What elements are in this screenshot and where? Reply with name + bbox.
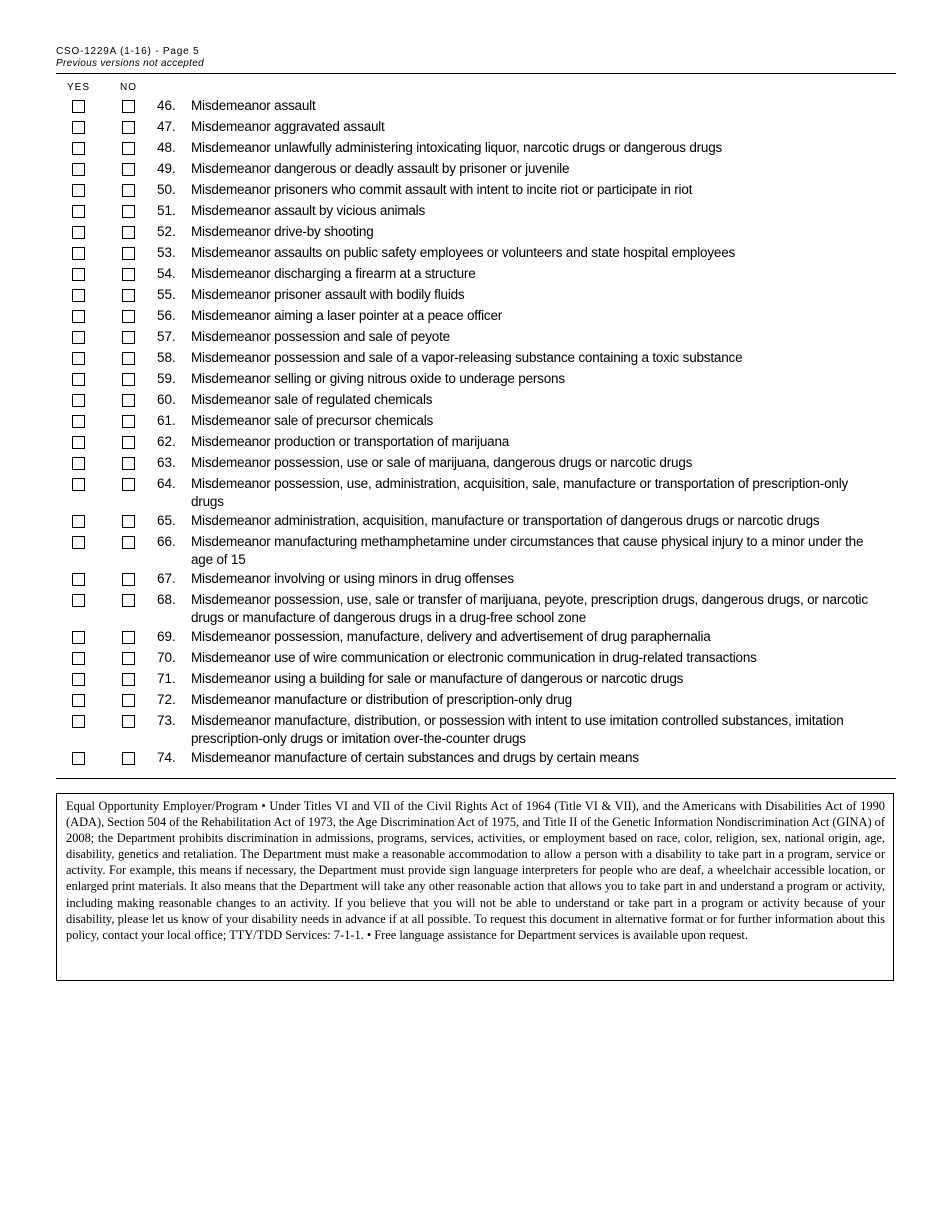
item-number: 70. bbox=[157, 650, 176, 665]
item-number: 49. bbox=[157, 161, 176, 176]
item-label: Misdemeanor assaults on public safety employees or volunteers and state hospital employees bbox=[191, 245, 736, 260]
yes-checkbox[interactable] bbox=[72, 515, 85, 528]
no-checkbox[interactable] bbox=[122, 184, 135, 197]
item-label: Misdemeanor sale of precursor chemicals bbox=[191, 413, 434, 428]
item-number: 60. bbox=[157, 392, 176, 407]
no-checkbox[interactable] bbox=[122, 631, 135, 644]
no-checkbox[interactable] bbox=[122, 310, 135, 323]
item-number: 59. bbox=[157, 371, 176, 386]
checklist-item bbox=[56, 474, 896, 511]
item-number: 74. bbox=[157, 750, 176, 765]
no-checkbox[interactable] bbox=[122, 436, 135, 449]
item-number: 65. bbox=[157, 513, 176, 528]
checklist-item bbox=[56, 627, 896, 648]
yes-checkbox[interactable] bbox=[72, 268, 85, 281]
offense-checklist bbox=[56, 96, 896, 769]
no-checkbox[interactable] bbox=[122, 694, 135, 707]
checklist-item bbox=[56, 348, 896, 369]
checklist-item bbox=[56, 648, 896, 669]
item-label: Misdemeanor manufacture of certain substances and drugs by certain means bbox=[191, 750, 639, 765]
no-checkbox[interactable] bbox=[122, 536, 135, 549]
item-number: 71. bbox=[157, 671, 176, 686]
item-number: 61. bbox=[157, 413, 176, 428]
item-label: Misdemeanor prisoners who commit assault with intent to incite riot or participate in riot bbox=[191, 182, 693, 197]
checklist-item bbox=[56, 159, 896, 180]
item-label: Misdemeanor manufacture or distribution of prescription-only drug bbox=[191, 692, 572, 707]
item-number: 48. bbox=[157, 140, 176, 155]
item-number: 50. bbox=[157, 182, 176, 197]
equal-opportunity-notice: Equal Opportunity Employer/Program • Under Titles VI and VII of the Civil Rights Act of 1964 (Title VI & VII), and the Americans with Disabilities Act of 1990 (ADA), Section 504 of the Rehabilitation Act of 1973, the Age Discrimination Act of 1975, and Title II of the Genetic Information Nondiscrimination Act (GINA) of 2008; the Department prohibits discrimination in admissions, programs, services, activities, or employment based on race, color, religion, sex, national origin, age, disability, genetics and retaliation. The Department must make a reasonable accommodation to allow a person with a disability to take part in a program, service or activity. For example, this means if necessary, the Department must provide sign language interpreters for people who are deaf, a wheelchair accessible location, or enlarged print materials. It also means that the Department will take any other reasonable action that allows you to take part in and understand a program or activity, including making reasonable changes to an activity. If you believe that you will not be able to understand or take part in a program or activity because of your disability, please let us know of your disability needs in advance if at all possible. To request this document in alternative format or for further information about this policy, contact your local office; TTY/TDD Services: 7-1-1. • Free language assistance for Department services is available upon request. bbox=[56, 793, 894, 981]
item-label: Misdemeanor administration, acquisition, manufacture or transportation of dangerous drugs or narcotic drugs bbox=[191, 513, 820, 528]
yes-checkbox[interactable] bbox=[72, 394, 85, 407]
checklist-item bbox=[56, 453, 896, 474]
no-checkbox[interactable] bbox=[122, 415, 135, 428]
yes-checkbox[interactable] bbox=[72, 331, 85, 344]
yes-checkbox[interactable] bbox=[72, 715, 85, 728]
yes-checkbox[interactable] bbox=[72, 289, 85, 302]
checklist-item bbox=[56, 201, 896, 222]
checklist-item bbox=[56, 222, 896, 243]
checklist-item bbox=[56, 432, 896, 453]
yes-checkbox[interactable] bbox=[72, 478, 85, 491]
no-checkbox[interactable] bbox=[122, 594, 135, 607]
yes-checkbox[interactable] bbox=[72, 694, 85, 707]
item-label: Misdemeanor manufacturing methamphetamine under circumstances that cause physical injury to a minor under the age of 15 bbox=[191, 534, 864, 567]
checklist-item bbox=[56, 180, 896, 201]
no-checkbox[interactable] bbox=[122, 478, 135, 491]
no-column-header: NO bbox=[120, 82, 137, 93]
no-checkbox[interactable] bbox=[122, 331, 135, 344]
yes-checkbox[interactable] bbox=[72, 184, 85, 197]
checklist-item bbox=[56, 411, 896, 432]
yes-checkbox[interactable] bbox=[72, 673, 85, 686]
no-checkbox[interactable] bbox=[122, 289, 135, 302]
no-checkbox[interactable] bbox=[122, 121, 135, 134]
item-number: 57. bbox=[157, 329, 176, 344]
checklist-divider bbox=[56, 778, 896, 779]
item-number: 51. bbox=[157, 203, 176, 218]
no-checkbox[interactable] bbox=[122, 247, 135, 260]
checklist-item bbox=[56, 327, 896, 348]
item-number: 52. bbox=[157, 224, 176, 239]
column-headers bbox=[56, 82, 256, 96]
yes-checkbox[interactable] bbox=[72, 352, 85, 365]
item-label: Misdemeanor involving or using minors in drug offenses bbox=[191, 571, 514, 586]
no-checkbox[interactable] bbox=[122, 352, 135, 365]
version-note: Previous versions not accepted bbox=[56, 58, 204, 69]
yes-checkbox[interactable] bbox=[72, 373, 85, 386]
item-number: 55. bbox=[157, 287, 176, 302]
yes-checkbox[interactable] bbox=[72, 100, 85, 113]
yes-checkbox[interactable] bbox=[72, 121, 85, 134]
item-number: 63. bbox=[157, 455, 176, 470]
yes-checkbox[interactable] bbox=[72, 457, 85, 470]
yes-checkbox[interactable] bbox=[72, 652, 85, 665]
item-label: Misdemeanor selling or giving nitrous oxide to underage persons bbox=[191, 371, 565, 386]
yes-checkbox[interactable] bbox=[72, 536, 85, 549]
item-label: Misdemeanor possession, use or sale of marijuana, dangerous drugs or narcotic drugs bbox=[191, 455, 693, 470]
item-label: Misdemeanor manufacture, distribution, or possession with intent to use imitation controlled substances, imitation prescription-only drugs or imitation over-the-counter drugs bbox=[191, 713, 844, 746]
item-number: 53. bbox=[157, 245, 176, 260]
item-number: 47. bbox=[157, 119, 176, 134]
item-number: 64. bbox=[157, 476, 176, 491]
item-label: Misdemeanor possession and sale of peyote bbox=[191, 329, 450, 344]
item-number: 72. bbox=[157, 692, 176, 707]
item-label: Misdemeanor possession, use, sale or transfer of marijuana, peyote, prescription drugs, dangerous drugs, or narcotic drugs or manufacture of dangerous drugs in a drug-free school zone bbox=[191, 592, 868, 625]
item-label: Misdemeanor possession and sale of a vapor-releasing substance containing a toxic substance bbox=[191, 350, 743, 365]
checklist-item bbox=[56, 511, 896, 532]
item-label: Misdemeanor sale of regulated chemicals bbox=[191, 392, 433, 407]
no-checkbox[interactable] bbox=[122, 205, 135, 218]
item-label: Misdemeanor prisoner assault with bodily fluids bbox=[191, 287, 465, 302]
yes-checkbox[interactable] bbox=[72, 247, 85, 260]
no-checkbox[interactable] bbox=[122, 573, 135, 586]
no-checkbox[interactable] bbox=[122, 373, 135, 386]
checklist-item bbox=[56, 285, 896, 306]
item-number: 58. bbox=[157, 350, 176, 365]
item-number: 46. bbox=[157, 98, 176, 113]
checklist-item bbox=[56, 369, 896, 390]
checklist-item bbox=[56, 590, 896, 627]
no-checkbox[interactable] bbox=[122, 100, 135, 113]
yes-checkbox[interactable] bbox=[72, 415, 85, 428]
yes-checkbox[interactable] bbox=[72, 573, 85, 586]
checklist-item bbox=[56, 138, 896, 159]
item-number: 73. bbox=[157, 713, 176, 728]
yes-checkbox[interactable] bbox=[72, 752, 85, 765]
item-label: Misdemeanor discharging a firearm at a structure bbox=[191, 266, 476, 281]
item-label: Misdemeanor aggravated assault bbox=[191, 119, 385, 134]
no-checkbox[interactable] bbox=[122, 226, 135, 239]
yes-column-header: YES bbox=[67, 82, 91, 93]
checklist-item bbox=[56, 669, 896, 690]
item-label: Misdemeanor using a building for sale or manufacture of dangerous or narcotic drugs bbox=[191, 671, 684, 686]
form-id: CSO-1229A (1-16) - Page 5 bbox=[56, 46, 200, 57]
checklist-item bbox=[56, 690, 896, 711]
item-label: Misdemeanor assault by vicious animals bbox=[191, 203, 426, 218]
yes-checkbox[interactable] bbox=[72, 226, 85, 239]
checklist-item bbox=[56, 569, 896, 590]
no-checkbox[interactable] bbox=[122, 394, 135, 407]
item-label: Misdemeanor assault bbox=[191, 98, 316, 113]
yes-checkbox[interactable] bbox=[72, 163, 85, 176]
yes-checkbox[interactable] bbox=[72, 142, 85, 155]
no-checkbox[interactable] bbox=[122, 515, 135, 528]
checklist-item bbox=[56, 306, 896, 327]
item-number: 62. bbox=[157, 434, 176, 449]
no-checkbox[interactable] bbox=[122, 673, 135, 686]
yes-checkbox[interactable] bbox=[72, 594, 85, 607]
item-label: Misdemeanor drive-by shooting bbox=[191, 224, 374, 239]
item-label: Misdemeanor possession, use, administration, acquisition, sale, manufacture or transportation of prescription-only drugs bbox=[191, 476, 849, 509]
yes-checkbox[interactable] bbox=[72, 436, 85, 449]
item-label: Misdemeanor possession, manufacture, delivery and advertisement of drug paraphernalia bbox=[191, 629, 711, 644]
form-header bbox=[56, 46, 896, 70]
item-number: 66. bbox=[157, 534, 176, 549]
yes-checkbox[interactable] bbox=[72, 631, 85, 644]
yes-checkbox[interactable] bbox=[72, 310, 85, 323]
checklist-item bbox=[56, 96, 896, 117]
no-checkbox[interactable] bbox=[122, 163, 135, 176]
no-checkbox[interactable] bbox=[122, 652, 135, 665]
item-number: 69. bbox=[157, 629, 176, 644]
item-number: 54. bbox=[157, 266, 176, 281]
no-checkbox[interactable] bbox=[122, 268, 135, 281]
no-checkbox[interactable] bbox=[122, 142, 135, 155]
item-number: 67. bbox=[157, 571, 176, 586]
checklist-item bbox=[56, 117, 896, 138]
checklist-item bbox=[56, 264, 896, 285]
item-label: Misdemeanor production or transportation of marijuana bbox=[191, 434, 510, 449]
item-label: Misdemeanor use of wire communication or electronic communication in drug-related transactions bbox=[191, 650, 757, 665]
no-checkbox[interactable] bbox=[122, 752, 135, 765]
no-checkbox[interactable] bbox=[122, 457, 135, 470]
item-number: 68. bbox=[157, 592, 176, 607]
checklist-item bbox=[56, 243, 896, 264]
item-number: 56. bbox=[157, 308, 176, 323]
item-label: Misdemeanor dangerous or deadly assault by prisoner or juvenile bbox=[191, 161, 570, 176]
yes-checkbox[interactable] bbox=[72, 205, 85, 218]
item-label: Misdemeanor aiming a laser pointer at a peace officer bbox=[191, 308, 503, 323]
no-checkbox[interactable] bbox=[122, 715, 135, 728]
item-label: Misdemeanor unlawfully administering intoxicating liquor, narcotic drugs or dangerous drugs bbox=[191, 140, 723, 155]
checklist-item bbox=[56, 390, 896, 411]
header-divider bbox=[56, 73, 896, 74]
checklist-item bbox=[56, 532, 896, 569]
checklist-item bbox=[56, 711, 896, 748]
checklist-item bbox=[56, 748, 896, 769]
